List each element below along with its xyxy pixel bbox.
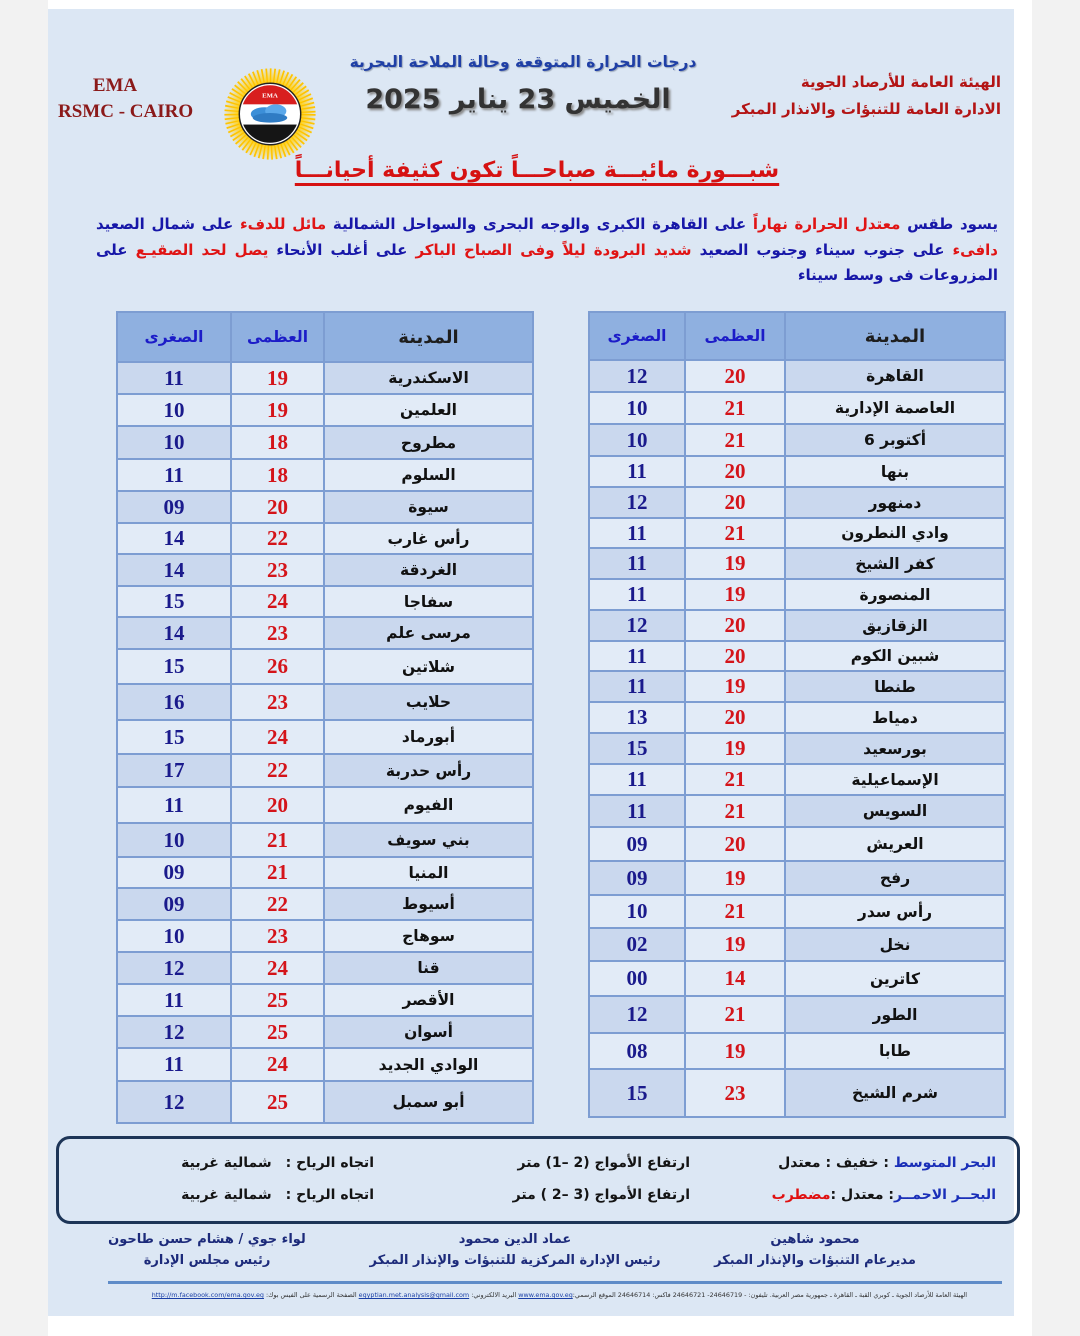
max-temp: 23 bbox=[231, 617, 324, 649]
min-temp: 11 bbox=[589, 456, 685, 487]
wave-unit: متر bbox=[517, 1155, 541, 1171]
min-temp: 02 bbox=[589, 928, 685, 961]
sea-name: البحــر الاحمــر bbox=[894, 1187, 996, 1203]
signature-name-2: عماد الدين محمود bbox=[458, 1232, 572, 1247]
wave-range: (1– 2) bbox=[545, 1155, 590, 1171]
signature-title-3: رئيس مجلس الإدارة bbox=[143, 1253, 271, 1268]
sea-name: البحر المتوسط bbox=[893, 1155, 996, 1171]
table-row bbox=[589, 961, 1005, 996]
table-row bbox=[117, 491, 533, 523]
min-temp: 17 bbox=[117, 754, 231, 787]
table-row bbox=[117, 952, 533, 984]
city-name: الزقازيق bbox=[785, 610, 1005, 641]
website-link[interactable]: www.ema.gov.eg bbox=[518, 1291, 573, 1299]
city-name: أسوان bbox=[324, 1016, 533, 1048]
max-temp: 20 bbox=[685, 827, 785, 861]
table-row bbox=[589, 795, 1005, 827]
city-name: نخل bbox=[785, 928, 1005, 961]
city-name: رأس حدربة bbox=[324, 754, 533, 787]
city-name: رفح bbox=[785, 861, 1005, 895]
column-header-min: الصغرى bbox=[117, 312, 231, 362]
city-name: سفاجا bbox=[324, 586, 533, 617]
max-temp: 20 bbox=[685, 360, 785, 392]
city-name: سيوة bbox=[324, 491, 533, 523]
min-temp: 12 bbox=[589, 360, 685, 392]
city-name: طابا bbox=[785, 1033, 1005, 1069]
table-row bbox=[117, 920, 533, 952]
table-row bbox=[117, 362, 533, 394]
table-row bbox=[117, 984, 533, 1016]
forecast-segment: على جنوب سيناء وجنوب الصعيد bbox=[691, 240, 953, 259]
max-temp: 23 bbox=[231, 920, 324, 952]
table-row bbox=[117, 754, 533, 787]
min-temp: 11 bbox=[589, 518, 685, 548]
max-temp: 19 bbox=[685, 579, 785, 610]
table-row bbox=[589, 861, 1005, 895]
max-temp: 20 bbox=[685, 641, 785, 671]
table-row bbox=[589, 456, 1005, 487]
signature-title-1: مديرعام التنبؤات والإنذار المبكر bbox=[714, 1253, 916, 1268]
report-date: الخميس 23 يناير 2025 bbox=[365, 84, 671, 115]
wind-value: شمالية غربية bbox=[181, 1155, 272, 1171]
table-row bbox=[117, 823, 533, 857]
min-temp: 00 bbox=[589, 961, 685, 996]
table-row bbox=[117, 1016, 533, 1048]
city-name: كفر الشيخ bbox=[785, 548, 1005, 579]
min-temp: 09 bbox=[117, 888, 231, 920]
city-name: القاهرة bbox=[785, 360, 1005, 392]
max-temp: 21 bbox=[685, 392, 785, 424]
max-temp: 20 bbox=[685, 702, 785, 733]
city-name: الغردقة bbox=[324, 554, 533, 586]
wave-height-red-sea bbox=[513, 1185, 690, 1205]
max-temp: 24 bbox=[231, 586, 324, 617]
sea-state-red-sea bbox=[772, 1185, 996, 1205]
column-header-city: المدينة bbox=[785, 312, 1005, 360]
table-row bbox=[589, 928, 1005, 961]
city-name: بني سويف bbox=[324, 823, 533, 857]
min-temp: 12 bbox=[589, 610, 685, 641]
max-temp: 26 bbox=[231, 649, 324, 684]
column-header-city: المدينة bbox=[324, 312, 533, 362]
min-temp: 11 bbox=[589, 579, 685, 610]
city-name: الاسكندرية bbox=[324, 362, 533, 394]
min-temp: 11 bbox=[117, 362, 231, 394]
max-temp: 20 bbox=[685, 610, 785, 641]
city-name: العاصمة الإدارية bbox=[785, 392, 1005, 424]
table-row bbox=[589, 641, 1005, 671]
min-temp: 11 bbox=[117, 787, 231, 823]
city-name bbox=[785, 424, 1005, 456]
max-temp: 19 bbox=[231, 362, 324, 394]
min-temp: 08 bbox=[589, 1033, 685, 1069]
max-temp: 20 bbox=[685, 456, 785, 487]
min-temp: 10 bbox=[117, 426, 231, 459]
signature-name-3: لواء جوي / هشام حسن طاحون bbox=[108, 1232, 306, 1247]
footer-address: الهيئة العامة للأرصاد الجوية ـ كوبري القبة ـ القاهرة ـ جمهورية مصر العربية. تليفون: - 24646719- 24646721 فاكس: 24646714 الموقع الرسمي: bbox=[572, 1291, 967, 1299]
city-name: رأس غارب bbox=[324, 523, 533, 554]
city-name: مطروح bbox=[324, 426, 533, 459]
column-header-max: العظمى bbox=[685, 312, 785, 360]
min-temp: 10 bbox=[117, 394, 231, 426]
wave-height-mediterranean bbox=[518, 1153, 690, 1173]
min-temp: 12 bbox=[589, 487, 685, 518]
table-header-row bbox=[117, 312, 533, 362]
max-temp: 23 bbox=[685, 1069, 785, 1117]
forecast-segment: يصل لحد الصقيـع bbox=[135, 240, 269, 259]
table-row bbox=[589, 671, 1005, 702]
max-temp: 19 bbox=[685, 548, 785, 579]
city-name: الفيوم bbox=[324, 787, 533, 823]
table-row bbox=[589, 518, 1005, 548]
wave-label: ارتفاع الأمواج bbox=[594, 1187, 690, 1203]
min-temp: 16 bbox=[117, 684, 231, 720]
table-row bbox=[589, 895, 1005, 928]
max-temp: 24 bbox=[231, 1048, 324, 1081]
table-row bbox=[117, 720, 533, 754]
max-temp: 19 bbox=[685, 928, 785, 961]
city-name: أبورماد bbox=[324, 720, 533, 754]
max-temp: 21 bbox=[685, 996, 785, 1033]
forecast-segment: على شمال الصعيد bbox=[96, 215, 240, 233]
org-en-center: RSMC - CAIRO bbox=[58, 101, 194, 122]
min-temp: 11 bbox=[589, 671, 685, 702]
wind-value: شمالية غربية bbox=[181, 1187, 272, 1203]
max-temp: 21 bbox=[685, 424, 785, 456]
min-temp: 15 bbox=[117, 649, 231, 684]
city-name: الطور bbox=[785, 996, 1005, 1033]
max-temp: 25 bbox=[231, 1016, 324, 1048]
min-temp: 10 bbox=[589, 392, 685, 424]
table-row bbox=[117, 1048, 533, 1081]
table-row bbox=[589, 827, 1005, 861]
table-row bbox=[117, 394, 533, 426]
max-temp: 20 bbox=[231, 491, 324, 523]
forecast-segment: شديد البرودة ليلاً وفى الصباح الباكر bbox=[415, 240, 692, 259]
max-temp: 20 bbox=[685, 487, 785, 518]
max-temp: 22 bbox=[231, 754, 324, 787]
footer-divider bbox=[108, 1281, 1002, 1284]
table-header-row bbox=[589, 312, 1005, 360]
min-temp: 09 bbox=[589, 827, 685, 861]
min-temp: 11 bbox=[589, 641, 685, 671]
max-temp: 14 bbox=[685, 961, 785, 996]
table-row bbox=[117, 684, 533, 720]
table-row bbox=[117, 586, 533, 617]
max-temp: 25 bbox=[231, 984, 324, 1016]
city-name: شبين الكوم bbox=[785, 641, 1005, 671]
forecast-paragraph bbox=[96, 212, 998, 289]
city-name: العلمين bbox=[324, 394, 533, 426]
min-temp: 11 bbox=[117, 984, 231, 1016]
forecast-segment: المزروعات فى وسط سيناء bbox=[797, 266, 998, 284]
wind-direction-red-sea bbox=[181, 1185, 374, 1205]
table-row bbox=[117, 523, 533, 554]
facebook-link[interactable]: http://m.facebook.com/ema.gov.eg bbox=[151, 1291, 264, 1299]
table-row bbox=[117, 649, 533, 684]
city-name: شرم الشيخ bbox=[785, 1069, 1005, 1117]
table-row bbox=[589, 360, 1005, 392]
city-name: السلوم bbox=[324, 459, 533, 491]
table-row bbox=[117, 617, 533, 649]
city-name: المنصورة bbox=[785, 579, 1005, 610]
min-temp: 14 bbox=[117, 523, 231, 554]
table-row bbox=[589, 610, 1005, 641]
min-temp: 09 bbox=[117, 857, 231, 888]
wind-direction-mediterranean bbox=[181, 1153, 374, 1173]
max-temp: 21 bbox=[685, 518, 785, 548]
forecast-segment: على القاهرة الكبرى والوجه البحرى والسواحل الشمالية bbox=[326, 215, 753, 233]
sea-state: : خفيف : معتدل bbox=[778, 1155, 894, 1171]
table-row bbox=[589, 487, 1005, 518]
min-temp: 11 bbox=[117, 459, 231, 491]
max-temp: 19 bbox=[231, 394, 324, 426]
city-name: طنطا bbox=[785, 671, 1005, 702]
max-temp: 18 bbox=[231, 426, 324, 459]
max-temp: 25 bbox=[231, 1081, 324, 1123]
forecast-line-1 bbox=[96, 212, 998, 238]
city-name: السويس bbox=[785, 795, 1005, 827]
city-name: مرسى علم bbox=[324, 617, 533, 649]
city-name-text: 6 أكتوبر bbox=[863, 431, 927, 449]
max-temp: 21 bbox=[685, 795, 785, 827]
table-row bbox=[589, 764, 1005, 795]
footer-contact bbox=[152, 1291, 967, 1299]
city-name: الإسماعيلية bbox=[785, 764, 1005, 795]
max-temp: 23 bbox=[231, 554, 324, 586]
max-temp: 19 bbox=[685, 861, 785, 895]
max-temp: 23 bbox=[231, 684, 324, 720]
logo-text: EMA bbox=[262, 92, 278, 100]
wind-label: اتجاه الرياح : bbox=[285, 1187, 374, 1203]
forecast-segment: على أغلب الأنحاء bbox=[268, 240, 416, 259]
city-name: رأس سدر bbox=[785, 895, 1005, 928]
min-temp: 12 bbox=[117, 952, 231, 984]
table-row bbox=[117, 857, 533, 888]
table-row bbox=[589, 996, 1005, 1033]
min-temp: 14 bbox=[117, 617, 231, 649]
facebook-label: الصفحة الرسمية على الفيس بوك: bbox=[263, 1291, 359, 1299]
max-temp: 18 bbox=[231, 459, 324, 491]
min-temp: 10 bbox=[589, 895, 685, 928]
min-temp: 15 bbox=[117, 720, 231, 754]
max-temp: 19 bbox=[685, 1033, 785, 1069]
wave-range: ( 2– 3) bbox=[540, 1187, 590, 1203]
email-link[interactable]: egyptian.met.analysis@gmail.com bbox=[358, 1291, 470, 1299]
city-name: أبو سمبل bbox=[324, 1081, 533, 1123]
forecast-segment: دافىء bbox=[952, 240, 998, 259]
table-row bbox=[117, 459, 533, 491]
max-temp: 24 bbox=[231, 952, 324, 984]
table-row bbox=[117, 888, 533, 920]
org-en-acronym: EMA bbox=[92, 75, 138, 96]
max-temp: 21 bbox=[231, 857, 324, 888]
city-name: المنيا bbox=[324, 857, 533, 888]
min-temp: 09 bbox=[117, 491, 231, 523]
min-temp: 10 bbox=[117, 823, 231, 857]
city-name: سوهاج bbox=[324, 920, 533, 952]
max-temp: 21 bbox=[685, 764, 785, 795]
temperature-table-right bbox=[588, 311, 1006, 1118]
city-name: قنا bbox=[324, 952, 533, 984]
forecast-line-2 bbox=[96, 238, 998, 264]
min-temp: 12 bbox=[117, 1016, 231, 1048]
max-temp: 19 bbox=[685, 733, 785, 764]
city-name: شلاتين bbox=[324, 649, 533, 684]
city-name: حلايب bbox=[324, 684, 533, 720]
table-row bbox=[117, 1081, 533, 1123]
forecast-segment: مائل للدفء bbox=[239, 215, 327, 233]
max-temp: 21 bbox=[685, 895, 785, 928]
min-temp: 15 bbox=[589, 1069, 685, 1117]
table-row bbox=[117, 554, 533, 586]
min-temp: 15 bbox=[117, 586, 231, 617]
city-name: وادي النطرون bbox=[785, 518, 1005, 548]
forecast-segment: يسود طقس bbox=[900, 215, 998, 233]
city-name: بنها bbox=[785, 456, 1005, 487]
signature-title-2: رئيس الإدارة المركزية للتنبؤات والإنذار المبكر bbox=[369, 1253, 661, 1268]
city-name: أسيوط bbox=[324, 888, 533, 920]
min-temp: 14 bbox=[117, 554, 231, 586]
table-row bbox=[117, 426, 533, 459]
min-temp: 10 bbox=[117, 920, 231, 952]
report-subtitle: درجات الحرارة المتوقعة وحالة الملاحة البحرية bbox=[349, 53, 697, 71]
table-row bbox=[117, 787, 533, 823]
min-temp: 11 bbox=[589, 764, 685, 795]
max-temp: 22 bbox=[231, 888, 324, 920]
max-temp: 19 bbox=[685, 671, 785, 702]
city-name: العريش bbox=[785, 827, 1005, 861]
forecast-segment: معتدل الحرارة نهاراً bbox=[752, 215, 901, 233]
sea-state-box bbox=[56, 1136, 1020, 1224]
sea-state: : معتدل : bbox=[830, 1187, 894, 1203]
min-temp: 13 bbox=[589, 702, 685, 733]
headline-text: شبـــورة مائيـــة صباحـــاً تكون كثيفة أحيانـــاً bbox=[294, 158, 780, 183]
signature-name-1: محمود شاهين bbox=[770, 1232, 860, 1247]
min-temp: 15 bbox=[589, 733, 685, 764]
city-name: الوادي الجديد bbox=[324, 1048, 533, 1081]
min-temp: 11 bbox=[117, 1048, 231, 1081]
table-row bbox=[589, 579, 1005, 610]
max-temp: 22 bbox=[231, 523, 324, 554]
city-name: كاترين bbox=[785, 961, 1005, 996]
wave-label: ارتفاع الأمواج bbox=[594, 1155, 690, 1171]
sea-state-alert: مضطرب bbox=[771, 1187, 831, 1203]
city-name: دمياط bbox=[785, 702, 1005, 733]
max-temp: 21 bbox=[231, 823, 324, 857]
wind-label: اتجاه الرياح : bbox=[285, 1155, 374, 1171]
max-temp: 20 bbox=[231, 787, 324, 823]
table-row bbox=[589, 424, 1005, 456]
org-ar-name: الهيئة العامة للأرصاد الجوية bbox=[800, 73, 1001, 91]
sea-state-mediterranean bbox=[778, 1153, 996, 1173]
email-label: البريد الالكتروني: bbox=[469, 1291, 519, 1299]
headline-warning bbox=[237, 158, 837, 183]
max-temp: 24 bbox=[231, 720, 324, 754]
table-row bbox=[589, 1033, 1005, 1069]
min-temp: 09 bbox=[589, 861, 685, 895]
forecast-segment: على bbox=[96, 240, 136, 259]
table-row bbox=[589, 702, 1005, 733]
table-row bbox=[589, 548, 1005, 579]
city-name: دمنهور bbox=[785, 487, 1005, 518]
temperature-table-left bbox=[116, 311, 534, 1124]
table-row bbox=[589, 1069, 1005, 1117]
city-name: بورسعيد bbox=[785, 733, 1005, 764]
min-temp: 12 bbox=[117, 1081, 231, 1123]
min-temp: 10 bbox=[589, 424, 685, 456]
city-name: الأقصر bbox=[324, 984, 533, 1016]
table-row bbox=[589, 392, 1005, 424]
min-temp: 11 bbox=[589, 795, 685, 827]
column-header-max: العظمى bbox=[231, 312, 324, 362]
forecast-line-3 bbox=[96, 263, 998, 289]
column-header-min: الصغرى bbox=[589, 312, 685, 360]
table-row bbox=[589, 733, 1005, 764]
wave-unit: متر bbox=[512, 1187, 536, 1203]
min-temp: 12 bbox=[589, 996, 685, 1033]
org-ar-department: الادارة العامة للتنبؤات والانذار المبكر bbox=[731, 100, 1001, 118]
min-temp: 11 bbox=[589, 548, 685, 579]
